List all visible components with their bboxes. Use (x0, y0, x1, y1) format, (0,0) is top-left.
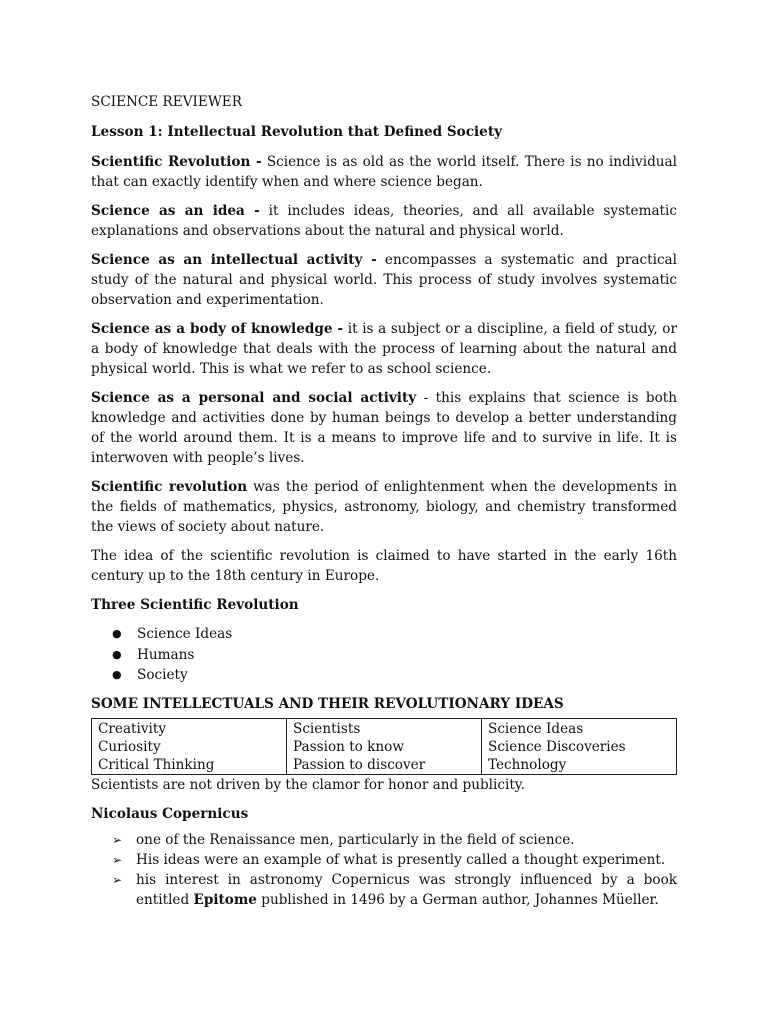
copernicus-list (91, 830, 677, 910)
definition-paragraph (91, 152, 677, 192)
definition-term: Scientific Revolution - (91, 154, 262, 170)
section-heading-three-revolutions (91, 595, 677, 615)
definition-term: Science as an idea - (91, 203, 260, 219)
bullet-icon: ● (112, 647, 122, 661)
bullet-icon: ● (112, 627, 122, 640)
lesson-heading-text: Lesson 1: Intellectual Revolution that Defined Society (91, 124, 503, 140)
list-item-text: Science Ideas (137, 626, 233, 642)
definition-paragraph (91, 388, 677, 468)
arrow-bullet-icon: ➢ (112, 872, 123, 887)
book-title: Epitome (193, 891, 257, 908)
definition-term: Science as a body of knowledge - (91, 321, 344, 337)
list-item-text: Humans (137, 646, 195, 663)
table-cell: Science Discoveries (482, 738, 677, 756)
ideas-table (91, 718, 677, 775)
list-item-text: one of the Renaissance men, particularly in the field of science. (136, 831, 575, 848)
three-revolutions-list (91, 624, 677, 686)
table-cell: Creativity (92, 718, 287, 738)
table-caption: Scientists are not driven by the clamor for honor and publicity. (91, 776, 525, 793)
list-item-text-pre: his interest in astronomy Copernicus was strongly influenced by a book entitled (136, 871, 677, 908)
list-item-text: Society (137, 667, 188, 683)
definition-text: it is a subject or a discipline, a field of study, or a body of knowledge that deals with the process of learning about the natural and physical world. This is what we refer to as school science. (91, 321, 677, 377)
table-cell: Scientists (287, 718, 482, 738)
lesson-heading (91, 122, 677, 142)
section-heading-text: Three Scientific Revolution (91, 597, 299, 613)
bullet-icon: ● (112, 668, 122, 681)
arrow-bullet-icon: ➢ (112, 852, 123, 867)
definition-text: Science is as old as the world itself. There is no individual that can exactly identify when and where science began. (91, 154, 677, 190)
document-title: SCIENCE REVIEWER (91, 94, 242, 110)
list-item (91, 870, 677, 910)
definition-text: it includes ideas, theories, and all available systematic explanations and observations about the natural and physical world. (91, 203, 677, 239)
table-cell: Critical Thinking (92, 756, 287, 775)
section-heading-text: Nicolaus Copernicus (91, 805, 249, 822)
list-item (91, 624, 677, 645)
definition-paragraph (91, 250, 677, 310)
list-item (91, 645, 677, 666)
plain-paragraph: The idea of the scientific revolution is claimed to have started in the early 16th century up to the 18th century in Europe. (91, 548, 677, 584)
section-heading-intellectuals (91, 694, 677, 714)
table-cell: Science Ideas (482, 718, 677, 738)
list-item (91, 850, 677, 870)
definition-paragraph (91, 319, 677, 379)
table-row (92, 738, 677, 756)
definition-paragraph (91, 201, 677, 241)
table-cell: Technology (482, 756, 677, 775)
table-row (92, 718, 677, 738)
section-heading-text: SOME INTELLECTUALS AND THEIR REVOLUTIONARY IDEAS (91, 695, 564, 712)
arrow-bullet-icon: ➢ (112, 832, 123, 847)
definition-text: was the period of enlightenment when the developments in the fields of mathematics, physics, astronomy, biology, and chemistry transformed the views of society about nature. (91, 479, 677, 535)
table-cell: Curiosity (92, 738, 287, 756)
section-heading-copernicus (91, 804, 677, 824)
definition-term: Science as a personal and social activity (91, 390, 417, 406)
table-row (92, 756, 677, 775)
document-page (91, 92, 677, 910)
list-item (91, 665, 677, 686)
definition-term: Science as an intellectual activity - (91, 252, 377, 268)
definition-term: Scientific revolution (91, 479, 248, 495)
definition-text: encompasses a systematic and practical study of the natural and physical world. This process of study involves systematic observation and experimentation. (91, 252, 678, 308)
table-cell: Passion to know (287, 738, 482, 756)
list-item (91, 830, 677, 850)
definition-text: - this explains that science is both knowledge and activities done by human beings to develop a better understanding of the world around them. It is a means to improve life and to survive in life. It is interwoven with people’s lives. (91, 390, 677, 466)
definition-paragraph (91, 477, 677, 537)
table-cell: Passion to discover (287, 756, 482, 775)
list-item-text-post: published in 1496 by a German author, Johannes Müeller. (256, 891, 659, 908)
list-item-text: His ideas were an example of what is presently called a thought experiment. (136, 851, 666, 868)
